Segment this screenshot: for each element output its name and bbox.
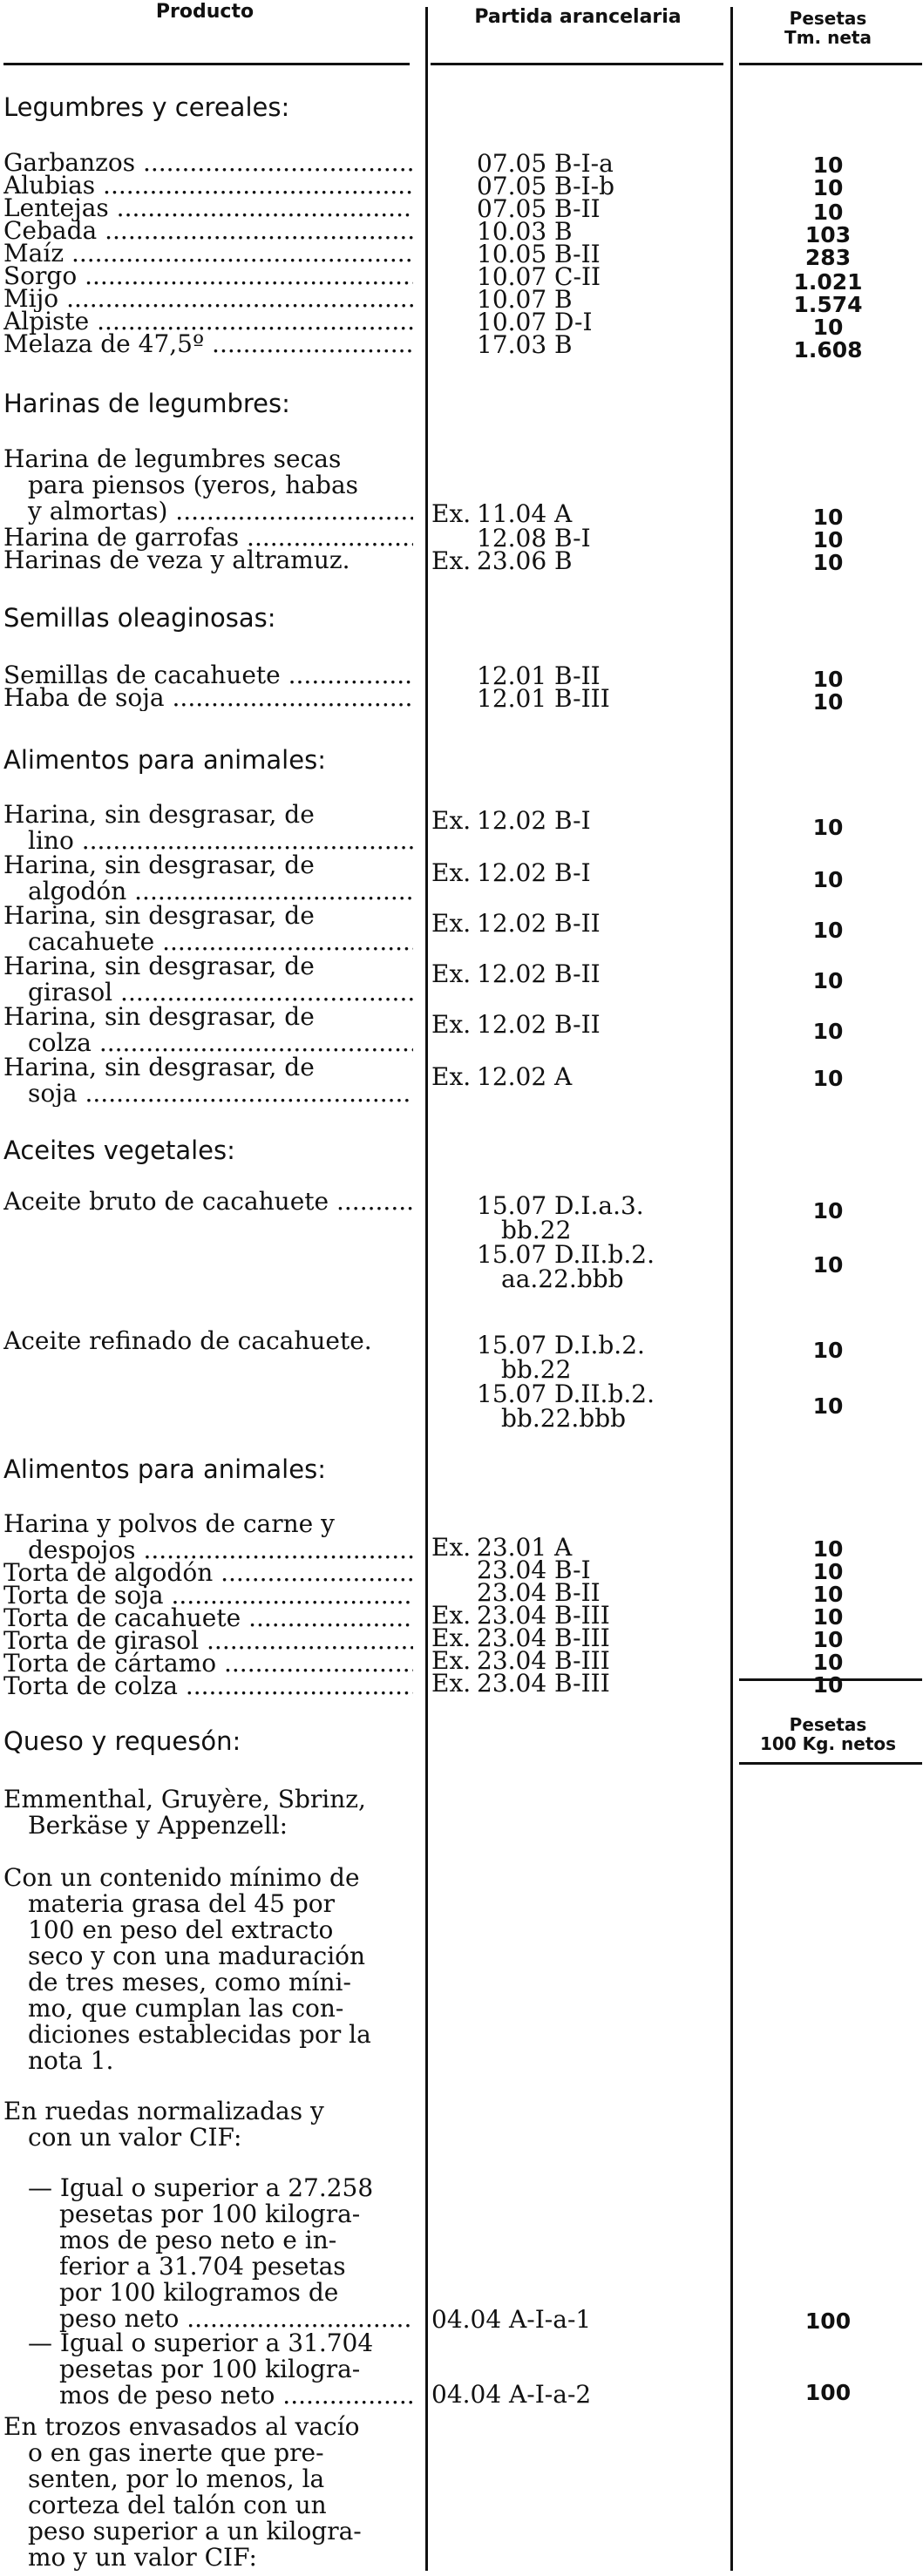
text-line: Harina, sin desgrasar, de: [3, 852, 315, 878]
value-harina-garrofas: 10: [812, 527, 844, 552]
text-line: o en gas inerte que pre-: [28, 2440, 324, 2466]
header-partida: Partida arancelaria: [474, 6, 682, 28]
code-aceite-refinado-2: [431, 1382, 719, 1431]
text-line: Harina, sin desgrasar, de: [3, 1054, 315, 1081]
header-producto: Producto: [155, 1, 255, 23]
text-line: Harina y polvos de carne y: [3, 1511, 335, 1537]
text-line: girasol .....: [3, 980, 413, 1006]
text-line: Berkäse y Appenzell:: [28, 1813, 288, 1839]
code-harina-cacahuete: [431, 909, 719, 938]
text-line: Melaza de 47,5º .....: [3, 331, 413, 357]
value-harina-piensos: 10: [812, 505, 844, 530]
text-line: 23.04 B-I: [477, 1556, 591, 1584]
code-aceite-refinado-1: [431, 1333, 719, 1382]
code-aceite-bruto-1: [431, 1191, 719, 1244]
code-harina-girasol: [431, 959, 719, 988]
text-line: 15.07 D.I.a.3.: [477, 1191, 644, 1220]
text-line: aa.22.bbb: [501, 1264, 624, 1293]
text-line: Ex.: [431, 1646, 472, 1675]
section-semillas: Semillas oleaginosas:: [3, 603, 276, 633]
text-line: para piensos (yeros, habas: [28, 472, 359, 498]
value-harina-soja: 10: [812, 1066, 844, 1091]
text-line: Haba de soja .....: [3, 685, 413, 711]
section-alimentos-2: Alimentos para animales:: [3, 1454, 326, 1484]
text-line: Ex.: [431, 1624, 472, 1652]
code-torta-colza: [431, 1671, 719, 1696]
header-pesetas-line2: Tm. neta: [784, 27, 872, 48]
value-harinas-veza: 10: [812, 550, 844, 575]
value-queso-2: 100: [804, 2380, 852, 2405]
text-line: Torta de girasol .....: [3, 1628, 413, 1654]
section-legumbres: Legumbres y cereales:: [3, 92, 290, 122]
text-line: cacahuete .....: [3, 929, 413, 955]
text-line: En trozos envasados al vacío: [3, 2414, 360, 2440]
header-pesetas: [741, 9, 915, 47]
text-line: 10.03 B: [477, 217, 573, 246]
text-line: 10.07 C-II: [477, 262, 601, 291]
code-lentejas: [431, 194, 719, 223]
text-line: Ex.: [431, 499, 472, 528]
text-line: y almortas) .....: [3, 498, 413, 525]
text-line: diciones establecidas por la: [28, 2022, 371, 2048]
text-line: 23.06 B: [477, 546, 573, 575]
text-line: Torta de soja .....: [3, 1583, 413, 1609]
text-line: Torta de cártamo .....: [3, 1651, 413, 1677]
text-line: por 100 kilogramos de: [59, 2280, 339, 2306]
value-torta-girasol: 10: [812, 1627, 844, 1652]
text-line: 23.04 B-III: [477, 1601, 610, 1630]
value-alpiste: 10: [812, 315, 844, 340]
header-rule-partida: [431, 63, 723, 65]
value-sorgo: 1.021: [793, 269, 863, 295]
text-line: Torta de cacahuete .....: [3, 1605, 413, 1631]
text-line: 23.04 B-III: [477, 1646, 610, 1675]
text-line: 12.01 B-III: [477, 684, 610, 713]
product-harina-colza: [3, 1004, 413, 1056]
text-line: mo y un valor CIF:: [28, 2545, 257, 2571]
product-aceite-bruto: [3, 1189, 413, 1215]
text-line: Harina, sin desgrasar, de: [3, 953, 315, 980]
text-line: ferior a 31.704 pesetas: [59, 2254, 346, 2280]
value-alubias: 10: [812, 175, 844, 200]
code-harina-lino: [431, 806, 719, 835]
product-harina-lino: [3, 802, 413, 854]
text-line: Torta de algodón .....: [3, 1560, 413, 1586]
text-line: 12.08 B-I: [477, 524, 591, 552]
product-harina-piensos: [3, 446, 413, 525]
value-semillas-cacahuete: 10: [812, 667, 844, 692]
text-line: seco y con una maduración: [28, 1943, 366, 1969]
text-line: 23.04 B-II: [477, 1578, 601, 1607]
value-aceite-refinado-2: 10: [812, 1393, 844, 1419]
text-line: Alubias .....: [3, 173, 413, 199]
text-line: 11.04 A: [477, 499, 573, 528]
text-line: bb.22: [501, 1216, 572, 1244]
text-line: materia grasa del 45 por: [28, 1891, 336, 1917]
text-line: despojos .....: [3, 1537, 413, 1563]
text-line: soja .....: [3, 1081, 413, 1107]
section-alimentos-1: Alimentos para animales:: [3, 745, 326, 775]
text-line: Ex.: [431, 1669, 472, 1698]
code-harina-piensos: [431, 499, 719, 528]
text-line: Emmenthal, Gruyère, Sbrinz,: [3, 1786, 366, 1813]
value-haba-soja: 10: [812, 689, 844, 715]
section-harinas: Harinas de legumbres:: [3, 389, 290, 418]
text-line: Aceite bruto de cacahuete .....: [3, 1189, 413, 1215]
code-harina-algodon: [431, 858, 719, 887]
text-line: 07.05 B-II: [477, 194, 601, 223]
text-line: Ex.: [431, 1010, 472, 1039]
text-line: Ex.: [431, 1062, 472, 1091]
value-aceite-refinado-1: 10: [812, 1338, 844, 1363]
text-line: Aceite refinado de cacahuete.: [3, 1328, 372, 1354]
product-harina-cacahuete: [3, 903, 413, 955]
text-line: de tres meses, como míni-: [28, 1969, 351, 1996]
text-line: Ex.: [431, 1601, 472, 1630]
value-torta-algodon: 10: [812, 1559, 844, 1584]
text-line: con un valor CIF:: [28, 2125, 242, 2151]
text-line: bb.22: [501, 1355, 572, 1384]
product-harina-carne: [3, 1511, 413, 1563]
code-queso-2: 04.04 A-I-a-2: [431, 2380, 592, 2409]
text-line: 12.01 B-II: [477, 661, 601, 690]
text-line: peso neto .....: [3, 2306, 413, 2332]
text-line: Sorgo .....: [3, 263, 413, 289]
text-line: 12.02 B-II: [477, 1010, 601, 1039]
text-line: 12.02 B-I: [477, 806, 591, 835]
text-line: — Igual o superior a 27.258: [28, 2175, 374, 2201]
text-line: Cebada .....: [3, 218, 413, 244]
product-haba-soja: [3, 685, 413, 711]
value-torta-colza: 10: [812, 1672, 844, 1698]
value-aceite-bruto-1: 10: [812, 1198, 844, 1224]
text-line: lino .....: [3, 828, 413, 854]
text-line: Ex.: [431, 858, 472, 887]
text-line: Harina de legumbres secas: [3, 446, 342, 472]
text-line: Alpiste .....: [3, 308, 413, 335]
text-line: Ex.: [431, 909, 472, 938]
text-line: 17.03 B: [477, 330, 573, 359]
product-igual-superior-31704: [3, 2330, 413, 2409]
value-torta-soja: 10: [812, 1582, 844, 1607]
text-line: Harina de garrofas .....: [3, 525, 413, 551]
text-line: Ex.: [431, 546, 472, 575]
code-alpiste: [431, 310, 719, 335]
code-queso-1: 04.04 A-I-a-1: [431, 2305, 592, 2334]
column-rule-1: [425, 7, 428, 2571]
text-line: 23.01 A: [477, 1533, 573, 1562]
value-harina-algodon: 10: [812, 867, 844, 892]
value-harina-colza: 10: [812, 1019, 844, 1044]
text-line: Mijo .....: [3, 286, 413, 312]
text-line: algodón .....: [3, 878, 413, 905]
text-line: Garbanzos .....: [3, 150, 413, 176]
text-line: 100 en peso del extracto: [28, 1917, 334, 1943]
section-queso: Queso y requesón:: [3, 1726, 241, 1756]
code-melaza: [431, 330, 719, 359]
text-line: Torta de colza .....: [3, 1673, 413, 1699]
product-igual-superior-27258: [3, 2175, 413, 2332]
text-line: — Igual o superior a 31.704: [28, 2330, 374, 2356]
text-line: pesetas por 100 kilogra-: [59, 2356, 361, 2383]
text-line: 12.02 B-I: [477, 858, 591, 887]
product-harina-algodon: [3, 852, 413, 905]
text-line: Lentejas .....: [3, 195, 413, 221]
text-line: bb.22.bbb: [501, 1404, 627, 1433]
value-mijo: 1.574: [793, 292, 863, 317]
code-harina-colza: [431, 1010, 719, 1039]
text-line: senten, por lo menos, la: [28, 2466, 325, 2492]
code-harinas-veza: [431, 546, 719, 575]
text-line: Ex.: [431, 959, 472, 988]
unit-line1: Pesetas: [789, 1714, 867, 1735]
text-line: 10.07 B: [477, 285, 573, 314]
product-harina-soja: [3, 1054, 413, 1107]
text-line: peso superior a un kilogra-: [28, 2518, 362, 2545]
text-line: 15.07 D.II.b.2.: [477, 1380, 655, 1408]
header-rule-product: [3, 63, 410, 65]
text-line: 15.07 D.II.b.2.: [477, 1240, 655, 1269]
text-line: Ex.: [431, 806, 472, 835]
code-sorgo: [431, 262, 719, 291]
text-line: Harina, sin desgrasar, de: [3, 903, 315, 929]
value-harina-carne: 10: [812, 1536, 844, 1562]
header-rule-pesetas: [739, 63, 922, 65]
value-garbanzos: 10: [812, 153, 844, 178]
value-harina-girasol: 10: [812, 968, 844, 993]
text-line: Semillas de cacahuete .....: [3, 662, 413, 688]
value-queso-1: 100: [804, 2308, 852, 2334]
product-melaza: [3, 331, 413, 357]
text-line: 07.05 B-I-a: [477, 149, 614, 178]
text-line: 15.07 D.I.b.2.: [477, 1331, 645, 1359]
text-line: nota 1.: [28, 2048, 114, 2074]
value-torta-cartamo: 10: [812, 1650, 844, 1675]
text-line: 12.02 A: [477, 1062, 573, 1091]
value-aceite-bruto-2: 10: [812, 1252, 844, 1278]
product-ruedas: [3, 2098, 413, 2151]
product-contenido-minimo: [3, 1865, 413, 2074]
text-line: Harina, sin desgrasar, de: [3, 802, 315, 828]
product-aceite-refinado: [3, 1328, 413, 1354]
product-harinas-veza: [3, 547, 413, 573]
product-harina-girasol: [3, 953, 413, 1006]
unit-rule-100kg-bottom: [739, 1762, 922, 1765]
header-pesetas-line1: Pesetas: [789, 8, 867, 29]
value-cebada: 103: [804, 222, 852, 247]
code-harina-garrofas: [431, 526, 719, 551]
value-lentejas: 10: [812, 200, 844, 225]
text-line: corteza del talón con un: [28, 2492, 327, 2518]
value-maiz: 283: [804, 245, 852, 270]
text-line: 10.07 D-I: [477, 308, 593, 336]
text-line: 23.04 B-III: [477, 1669, 610, 1698]
code-aceite-bruto-2: [431, 1240, 719, 1293]
code-haba-soja: [431, 684, 719, 713]
value-harina-lino: 10: [812, 815, 844, 840]
text-line: Ex.: [431, 1533, 472, 1562]
value-harina-cacahuete: 10: [812, 918, 844, 943]
text-line: Con un contenido mínimo de: [3, 1865, 360, 1891]
text-line: pesetas por 100 kilogra-: [59, 2201, 361, 2227]
text-line: 12.02 B-II: [477, 959, 601, 988]
text-line: 07.05 B-I-b: [477, 172, 615, 200]
text-line: 10.05 B-II: [477, 240, 601, 268]
code-harina-soja: [431, 1062, 719, 1091]
product-torta-colza: [3, 1673, 413, 1699]
value-melaza: 1.608: [793, 337, 863, 363]
product-emmenthal: [3, 1786, 413, 1839]
text-line: mo, que cumplan las con-: [28, 1996, 344, 2022]
product-trozos-envasados: [3, 2414, 413, 2571]
text-line: Harinas de veza y altramuz.: [3, 547, 350, 573]
section-aceites: Aceites vegetales:: [3, 1135, 235, 1165]
text-line: En ruedas normalizadas y: [3, 2098, 324, 2125]
unit-line2: 100 Kg. netos: [759, 1733, 897, 1754]
text-line: Maíz .....: [3, 241, 413, 267]
text-line: 12.02 B-II: [477, 909, 601, 938]
text-line: 23.04 B-III: [477, 1624, 610, 1652]
text-line: colza .....: [3, 1030, 413, 1056]
column-rule-2: [730, 7, 733, 2571]
text-line: mos de peso neto .....: [3, 2383, 413, 2409]
value-torta-cacahuete: 10: [812, 1604, 844, 1630]
unit-pesetas-100kg: [741, 1715, 915, 1753]
text-line: mos de peso neto e in-: [59, 2227, 337, 2254]
text-line: Harina, sin desgrasar, de: [3, 1004, 315, 1030]
